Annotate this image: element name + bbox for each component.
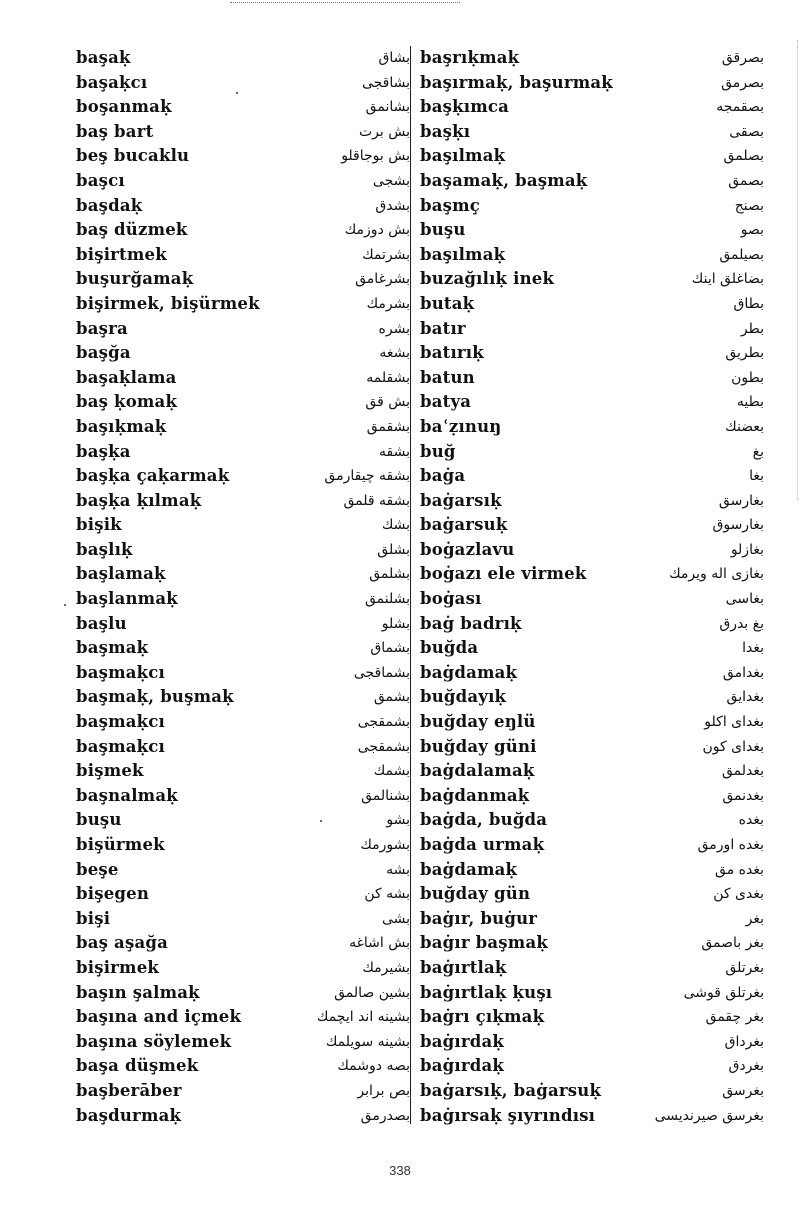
- entry-latin: baş bart: [76, 121, 154, 141]
- dictionary-entry: [76, 341, 414, 366]
- dictionary-entry: [418, 464, 764, 489]
- dictionary-entry: [418, 562, 764, 587]
- entry-arabic: بصرقق: [721, 50, 764, 66]
- entry-arabic: بصمق: [728, 172, 764, 189]
- entry-latin: başılmaḳ: [420, 244, 506, 264]
- dictionary-entry: [76, 390, 414, 415]
- entry-arabic: بغرسق صيرندیسی: [654, 1107, 764, 1124]
- entry-arabic: بشاق: [378, 50, 410, 66]
- entry-latin: başrıḳmaḳ: [420, 48, 520, 67]
- entry-arabic: بضاغلق اينك: [691, 271, 764, 288]
- entry-latin: başğa: [76, 343, 131, 363]
- entry-latin: bişik: [76, 515, 122, 535]
- dictionary-entry: [76, 808, 414, 833]
- entry-latin: baş ḳomaḳ: [76, 392, 178, 412]
- entry-latin: bişi: [76, 908, 111, 928]
- entry-latin: batun: [420, 367, 475, 387]
- entry-arabic: بصلمق: [723, 148, 764, 165]
- dictionary-entry: [418, 194, 764, 219]
- entry-latin: butaḳ: [420, 293, 475, 313]
- entry-latin: buşurğamaḳ: [76, 269, 194, 289]
- entry-latin: başıḳmaḳ: [76, 416, 167, 436]
- dictionary-entry: [418, 1104, 764, 1129]
- entry-arabic: بش قق: [365, 394, 410, 411]
- dictionary-entry: [76, 636, 414, 661]
- entry-arabic: بشمق: [373, 689, 410, 706]
- dictionary-entry: [418, 833, 764, 858]
- entry-latin: baş düzmek: [76, 220, 188, 240]
- entry-latin: başḳımca: [420, 97, 510, 117]
- entry-latin: başmç: [420, 195, 481, 215]
- entry-arabic: بغده: [738, 812, 764, 829]
- entry-latin: baġırtlaḳ: [420, 957, 507, 977]
- entry-latin: başḳı: [420, 121, 471, 141]
- entry-latin: baġır, buġur: [420, 908, 538, 928]
- entry-arabic: بغازلو: [730, 541, 764, 558]
- entry-latin: baġ badrıḳ: [420, 613, 522, 633]
- entry-latin: batır: [420, 318, 466, 338]
- entry-latin: bişmek: [76, 761, 144, 781]
- entry-arabic: بصرمق: [721, 74, 764, 91]
- entry-arabic: بشقه: [379, 443, 410, 460]
- dictionary-entry: [76, 218, 414, 243]
- entry-latin: başlıḳ: [76, 539, 133, 559]
- entry-latin: buşu: [420, 220, 466, 240]
- dictionary-entry: [76, 415, 414, 440]
- entry-arabic: بشماق: [370, 640, 410, 657]
- entry-arabic: بصقی: [729, 123, 764, 140]
- entry-latin: beşe: [76, 859, 119, 879]
- dictionary-page: [76, 46, 764, 1128]
- dictionary-entry: [418, 685, 764, 710]
- entry-arabic: بصنج: [734, 197, 764, 214]
- dictionary-entry: [418, 46, 764, 71]
- dictionary-entry: [418, 759, 764, 784]
- left-column: [76, 46, 414, 1128]
- entry-latin: boġası: [420, 589, 482, 609]
- dictionary-entry: [418, 489, 764, 514]
- dictionary-entry: [418, 981, 764, 1006]
- entry-latin: başḳa çaḳarmaḳ: [76, 466, 230, 486]
- dictionary-entry: [418, 907, 764, 932]
- entry-latin: buğda: [420, 638, 479, 658]
- dictionary-entry: [76, 194, 414, 219]
- entry-arabic: بغده اورمق: [697, 837, 764, 853]
- dictionary-entry: [76, 981, 414, 1006]
- entry-latin: baġır başmaḳ: [420, 933, 548, 953]
- entry-latin: başlu: [76, 613, 127, 633]
- dictionary-entry: [76, 1054, 414, 1079]
- dictionary-entry: [418, 120, 764, 145]
- entry-latin: bişürmek: [76, 835, 165, 854]
- entry-latin: başamaḳ, başmaḳ: [420, 170, 588, 190]
- dictionary-entry: [418, 267, 764, 292]
- entry-arabic: بشرغامق: [355, 271, 410, 288]
- speck: [64, 604, 66, 606]
- entry-latin: baġdamaḳ: [420, 662, 518, 682]
- entry-arabic: بشورمك: [360, 837, 410, 853]
- entry-latin: başmaḳ: [76, 638, 149, 658]
- dictionary-entry: [418, 808, 764, 833]
- entry-arabic: بشقلمه: [366, 369, 410, 386]
- entry-arabic: بشرمك: [366, 295, 410, 312]
- dictionary-entry: [76, 735, 414, 760]
- entry-arabic: بغر باصمق: [701, 935, 764, 952]
- entry-arabic: بشجی: [372, 172, 410, 189]
- dictionary-entry: [76, 956, 414, 981]
- entry-latin: başına and içmek: [76, 1007, 242, 1027]
- entry-latin: başmaḳcı: [76, 712, 166, 732]
- dictionary-entry: [418, 415, 764, 440]
- entry-arabic: بشدق: [375, 197, 410, 214]
- dictionary-entry: [418, 317, 764, 342]
- entry-arabic: بشلمق: [369, 566, 410, 583]
- entry-latin: baġarsıḳ, baġarsuḳ: [420, 1080, 602, 1100]
- entry-latin: başlamaḳ: [76, 564, 166, 584]
- entry-latin: başdaḳ: [76, 195, 143, 215]
- entry-arabic: بغر: [745, 910, 764, 927]
- dictionary-entry: [418, 1005, 764, 1030]
- entry-arabic: بشيرمك: [362, 959, 410, 976]
- entry-arabic: بشمقجی: [357, 738, 410, 755]
- entry-latin: başlanmaḳ: [76, 589, 178, 609]
- dictionary-entry: [418, 243, 764, 268]
- dictionary-entry: [418, 1030, 764, 1055]
- entry-arabic: بشمك: [373, 763, 410, 780]
- dictionary-entry: [418, 341, 764, 366]
- entry-arabic: بشانمق: [365, 99, 410, 116]
- dictionary-entry: [76, 1030, 414, 1055]
- dictionary-entry: [76, 833, 414, 858]
- entry-latin: baş aşağa: [76, 933, 168, 953]
- dictionary-entry: [76, 562, 414, 587]
- entry-arabic: بشقه چيقارمق: [324, 468, 410, 485]
- dictionary-entry: [76, 784, 414, 809]
- entry-arabic: بشلنمق: [364, 591, 410, 608]
- entry-arabic: بشماقجی: [353, 664, 410, 681]
- entry-latin: başḳa ḳılmaḳ: [76, 490, 202, 510]
- dictionary-entry: [76, 267, 414, 292]
- entry-arabic: بشلق: [377, 541, 410, 558]
- dictionary-entry: [418, 95, 764, 120]
- dictionary-entry: [418, 636, 764, 661]
- entry-latin: başnalmaḳ: [76, 785, 178, 805]
- entry-arabic: بشاقجی: [361, 74, 410, 91]
- entry-arabic: بطريق: [725, 345, 764, 362]
- entry-arabic: بغاسی: [725, 591, 764, 608]
- dictionary-entry: [418, 366, 764, 391]
- dictionary-entry: [418, 218, 764, 243]
- entry-latin: başmaḳcı: [76, 736, 166, 756]
- entry-latin: buşu: [76, 810, 122, 830]
- entry-arabic: بش اشاغه: [349, 935, 410, 952]
- dictionary-entry: [76, 120, 414, 145]
- entry-arabic: بغده مق: [715, 861, 764, 878]
- entry-latin: baġarsıḳ: [420, 490, 502, 510]
- entry-arabic: بش دوزمك: [344, 222, 410, 239]
- entry-arabic: بشلو: [381, 615, 410, 632]
- dictionary-entry: [76, 169, 414, 194]
- entry-latin: başılmaḳ: [420, 146, 506, 166]
- dictionary-entry: [418, 882, 764, 907]
- dictionary-entry: [76, 1079, 414, 1104]
- dictionary-entry: [418, 858, 764, 883]
- dictionary-entry: [76, 685, 414, 710]
- entry-arabic: بغدای كون: [702, 738, 764, 755]
- dictionary-entry: [76, 464, 414, 489]
- dictionary-entry: [418, 390, 764, 415]
- entry-arabic: بشنالمق: [361, 787, 410, 804]
- entry-latin: buğdayıḳ: [420, 687, 507, 707]
- entry-latin: buzağılıḳ inek: [420, 269, 555, 289]
- top-rule: [230, 2, 460, 5]
- entry-arabic: بص برابر: [357, 1082, 410, 1099]
- entry-arabic: بغا: [749, 468, 764, 485]
- dictionary-entry: [418, 71, 764, 96]
- dictionary-entry: [418, 931, 764, 956]
- dictionary-entry: [76, 46, 414, 71]
- dictionary-entry: [76, 366, 414, 391]
- entry-arabic: بشه كن: [364, 886, 410, 903]
- entry-latin: batırıḳ: [420, 343, 484, 363]
- entry-arabic: بغرداق: [724, 1033, 764, 1050]
- entry-arabic: بشی: [381, 910, 410, 927]
- entry-latin: beş bucaklu: [76, 146, 190, 166]
- entry-arabic: بطر: [740, 320, 764, 337]
- entry-arabic: بغدلمق: [721, 763, 764, 780]
- entry-latin: baġırsaḳ şıyrındısı: [420, 1105, 596, 1125]
- dictionary-entry: [418, 956, 764, 981]
- entry-arabic: بغرتلق: [725, 959, 764, 976]
- entry-arabic: بصه دوشمك: [337, 1058, 410, 1075]
- entry-latin: batya: [420, 392, 472, 412]
- entry-arabic: بطيه: [736, 394, 764, 411]
- entry-arabic: بشقمق: [366, 418, 410, 435]
- dictionary-entry: [76, 292, 414, 317]
- entry-latin: başın şalmaḳ: [76, 982, 200, 1002]
- entry-latin: baġdamaḳ: [420, 859, 518, 879]
- entry-latin: baġırtlaḳ ḳuşı: [420, 982, 553, 1002]
- dictionary-entry: [76, 1005, 414, 1030]
- entry-latin: bişirmek: [76, 957, 160, 977]
- entry-latin: başına söylemek: [76, 1031, 232, 1051]
- entry-arabic: بغر چقمق: [705, 1009, 764, 1026]
- dictionary-entry: [76, 489, 414, 514]
- entry-latin: başḳa: [76, 441, 131, 461]
- dictionary-entry: [76, 317, 414, 342]
- entry-latin: başa düşmek: [76, 1056, 199, 1076]
- entry-latin: başdurmaḳ: [76, 1105, 182, 1125]
- margin-dots: [789, 40, 798, 500]
- dictionary-entry: [76, 931, 414, 956]
- entry-arabic: بغردق: [728, 1058, 764, 1075]
- entry-latin: buğday gün: [420, 884, 531, 904]
- entry-arabic: بشره: [378, 320, 410, 337]
- entry-arabic: بغدنمق: [722, 787, 764, 804]
- dictionary-entry: [418, 735, 764, 760]
- entry-arabic: بشين صالمق: [334, 984, 410, 1001]
- entry-latin: baġrı çıḳmaḳ: [420, 1007, 545, 1027]
- entry-latin: baġa: [420, 466, 466, 486]
- entry-arabic: بغازی اله ويرمك: [669, 566, 764, 583]
- entry-latin: boġazı ele virmek: [420, 564, 587, 584]
- dictionary-entry: [418, 292, 764, 317]
- dictionary-entry: [76, 882, 414, 907]
- entry-arabic: بغدايق: [726, 689, 764, 706]
- entry-arabic: بطون: [731, 369, 764, 386]
- entry-arabic: بغ: [752, 443, 764, 460]
- dictionary-entry: [76, 710, 414, 735]
- entry-arabic: بغ بدرق: [719, 615, 764, 632]
- entry-arabic: بصدرمق: [360, 1107, 410, 1124]
- dictionary-entry: [418, 710, 764, 735]
- entry-arabic: بشقه قلمق: [343, 492, 410, 509]
- entry-arabic: بشرتمك: [362, 246, 410, 263]
- entry-arabic: بغارسق: [718, 492, 764, 509]
- entry-latin: boşanmaḳ: [76, 97, 172, 117]
- dictionary-entry: [76, 612, 414, 637]
- dictionary-entry: [76, 513, 414, 538]
- entry-arabic: بصيلمق: [719, 246, 764, 263]
- entry-latin: boġazlavu: [420, 539, 515, 559]
- entry-arabic: بطاق: [733, 295, 764, 312]
- entry-arabic: بغدامق: [722, 664, 764, 681]
- entry-latin: başaḳ: [76, 48, 131, 67]
- dictionary-entry: [76, 759, 414, 784]
- entry-latin: başmaḳcı: [76, 662, 166, 682]
- entry-arabic: بصقمجه: [716, 99, 764, 116]
- entry-arabic: بعضنك: [725, 418, 764, 435]
- dictionary-entry: [76, 538, 414, 563]
- entry-latin: baʿẓınuŋ: [420, 416, 502, 436]
- entry-latin: buğ: [420, 441, 456, 461]
- entry-arabic: بشينه سويلمك: [325, 1033, 410, 1050]
- entry-latin: buğday eŋlü: [420, 712, 536, 732]
- dictionary-entry: [418, 1054, 764, 1079]
- entry-latin: baġarsuḳ: [420, 515, 508, 535]
- dictionary-entry: [418, 587, 764, 612]
- entry-latin: baġırdaḳ: [420, 1031, 504, 1051]
- entry-latin: başmaḳ, buşmaḳ: [76, 687, 234, 707]
- entry-latin: bişirtmek: [76, 244, 167, 264]
- entry-latin: başaḳcı: [76, 72, 148, 92]
- dictionary-entry: [76, 1104, 414, 1129]
- dictionary-entry: [76, 587, 414, 612]
- entry-latin: başberāber: [76, 1080, 182, 1100]
- entry-arabic: بش بوجاقلو: [341, 148, 410, 165]
- dictionary-entry: [76, 661, 414, 686]
- entry-arabic: بغرتلق قوشی: [683, 984, 764, 1001]
- entry-arabic: بشغه: [379, 345, 410, 362]
- entry-arabic: بغدای اكلو: [704, 714, 764, 731]
- dictionary-entry: [76, 144, 414, 169]
- entry-latin: başaḳlama: [76, 367, 177, 387]
- entry-latin: baġda urmaḳ: [420, 835, 545, 854]
- entry-latin: bişirmek, bişürmek: [76, 293, 260, 313]
- dictionary-entry: [76, 858, 414, 883]
- dictionary-entry: [418, 538, 764, 563]
- entry-arabic: بصو: [740, 222, 764, 239]
- entry-latin: bişegen: [76, 884, 150, 904]
- right-column: [418, 46, 764, 1128]
- dictionary-entry: [418, 612, 764, 637]
- entry-arabic: بغدی كن: [713, 886, 764, 903]
- entry-latin: başra: [76, 318, 128, 338]
- dictionary-entry: [418, 144, 764, 169]
- column-divider: [410, 46, 411, 1124]
- page-number: 338: [389, 1163, 411, 1178]
- entry-arabic: بشمقجی: [357, 714, 410, 731]
- entry-arabic: بش برت: [359, 123, 410, 140]
- entry-arabic: بشك: [381, 517, 410, 534]
- dictionary-entry: [418, 1079, 764, 1104]
- dictionary-entry: [418, 513, 764, 538]
- dictionary-entry: [76, 71, 414, 96]
- dictionary-entry: [418, 169, 764, 194]
- entry-arabic: بغارسوق: [712, 517, 764, 534]
- dictionary-entry: [76, 95, 414, 120]
- entry-arabic: بشو: [386, 812, 410, 829]
- entry-latin: baġdanmaḳ: [420, 785, 530, 805]
- dictionary-entry: [418, 784, 764, 809]
- entry-latin: baġda, buğda: [420, 810, 548, 830]
- dictionary-entry: [418, 661, 764, 686]
- entry-latin: baġdalamaḳ: [420, 761, 535, 781]
- entry-latin: baġırdaḳ: [420, 1056, 504, 1076]
- dictionary-entry: [76, 440, 414, 465]
- entry-latin: başırmaḳ, başurmaḳ: [420, 72, 613, 92]
- dictionary-entry: [418, 440, 764, 465]
- dictionary-entry: [76, 907, 414, 932]
- entry-arabic: بشه: [386, 861, 410, 878]
- entry-latin: buğday güni: [420, 736, 537, 756]
- entry-latin: başcı: [76, 170, 125, 190]
- dictionary-entry: [76, 243, 414, 268]
- entry-arabic: بغرسق: [722, 1082, 764, 1099]
- entry-arabic: بشينه اند ايچمك: [316, 1009, 410, 1026]
- entry-arabic: بغدا: [742, 640, 764, 657]
